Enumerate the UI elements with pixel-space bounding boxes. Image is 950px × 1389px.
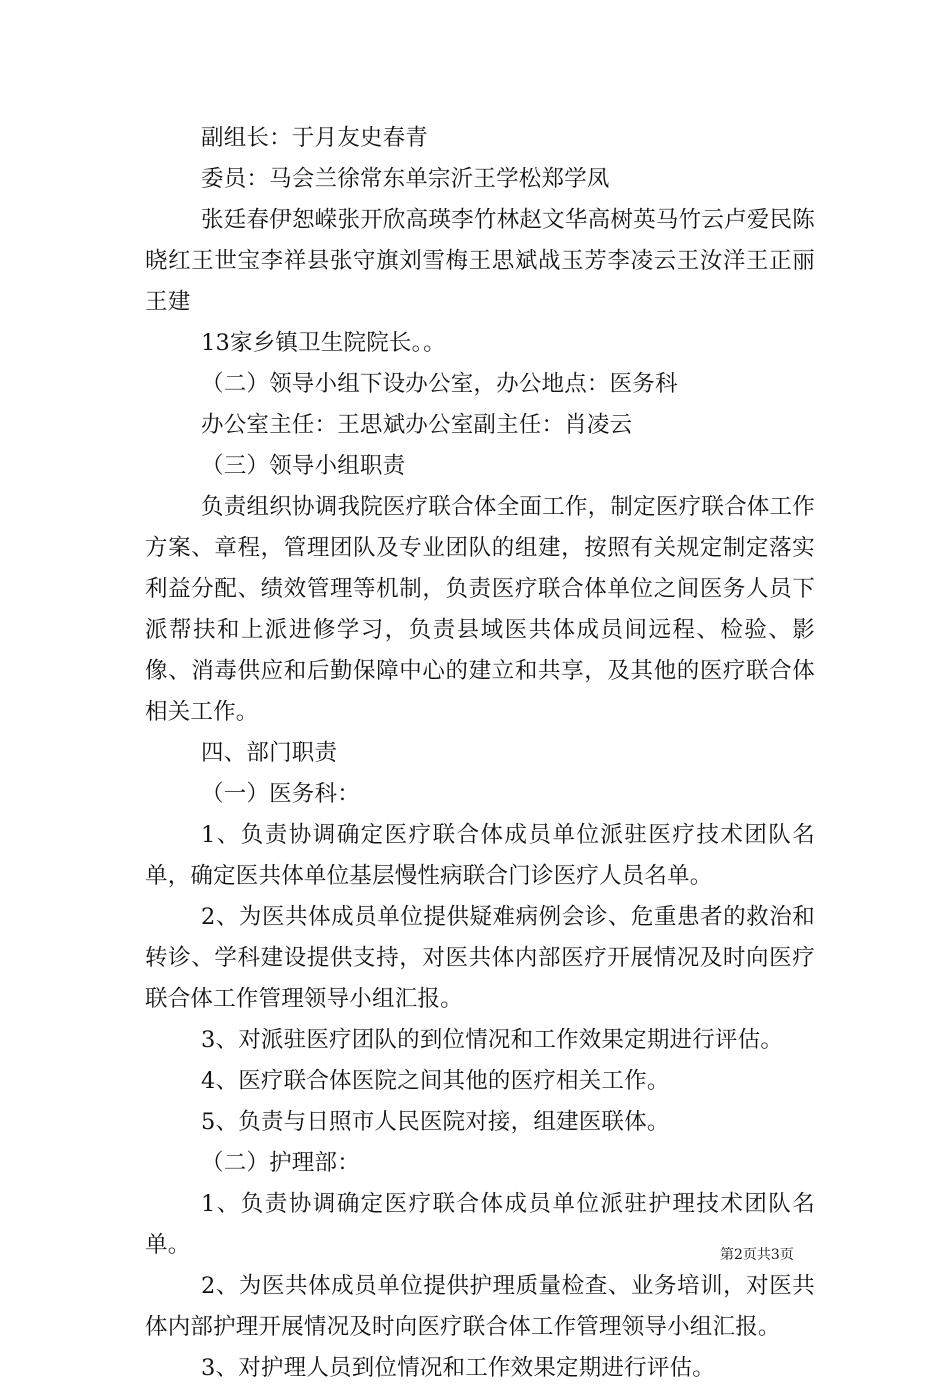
list-item-nursing-3: 3、对护理人员到位情况和工作效果定期进行评估。 — [201, 1355, 715, 1381]
list-item-medical-2: 2、为医共体成员单位提供疑难病例会诊、危重患者的救治和转诊、学科建设提供支持，对医共体内部医疗开展情况及时向医疗联合体工作管理领导小组汇报。 — [145, 904, 815, 1012]
paragraph-members: 委员：马会兰徐常东单宗沂王学松郑学凤 — [201, 166, 610, 192]
list-item-nursing-2: 2、为医共体成员单位提供护理质量检查、业务培训，对医共体内部护理开展情况及时向医疗联合体工作管理领导小组汇报。 — [145, 1273, 815, 1340]
paragraph-office-directors: 办公室主任：王思斌办公室副主任：肖凌云 — [201, 412, 633, 438]
heading-group-duties: （三）领导小组职责 — [201, 453, 406, 479]
paragraph-deputy-leaders: 副组长：于月友史春青 — [201, 125, 429, 151]
list-item-nursing-1: 1、负责协调确定医疗联合体成员单位派驻护理技术团队名单。 — [145, 1191, 815, 1258]
page-number: 第2页共3页 — [720, 1247, 794, 1263]
paragraph-member-list: 张廷春伊恕嵘张开欣高瑛李竹林赵文华高树英马竹云卢爱民陈晓红王世宝李祥县张守旗刘雪梅王思斌战玉芳李凌云王汝洋王正丽王建 — [145, 207, 815, 315]
paragraph-group-duties: 负责组织协调我院医疗联合体全面工作，制定医疗联合体工作方案、章程，管理团队及专业团队的组建，按照有关规定制定落实利益分配、绩效管理等机制，负责医疗联合体单位之间医务人员下派帮扶和上派进修学习，负责县域医共体成员间远程、检验、影像、消毒供应和后勤保障中心的建立和共享，及其他的医疗联合体相关工作。 — [145, 494, 815, 725]
paragraph-office-setup: （二）领导小组下设办公室，办公地点：医务科 — [201, 371, 678, 397]
paragraph-township-heads: 13家乡镇卫生院院长。。 — [201, 330, 446, 356]
heading-nursing-department: （二）护理部： — [201, 1150, 360, 1176]
heading-medical-affairs: （一）医务科： — [201, 781, 360, 807]
list-item-medical-4: 4、医疗联合体医院之间其他的医疗相关工作。 — [201, 1068, 670, 1094]
document-body — [145, 118, 815, 1389]
list-item-medical-1: 1、负责协调确定医疗联合体成员单位派驻医疗技术团队名单，确定医共体单位基层慢性病联合门诊医疗人员名单。 — [145, 822, 815, 889]
list-item-medical-5: 5、负责与日照市人民医院对接，组建医联体。 — [201, 1109, 670, 1135]
heading-department-duties: 四、部门职责 — [201, 740, 338, 766]
list-item-medical-3: 3、对派驻医疗团队的到位情况和工作效果定期进行评估。 — [201, 1027, 784, 1053]
